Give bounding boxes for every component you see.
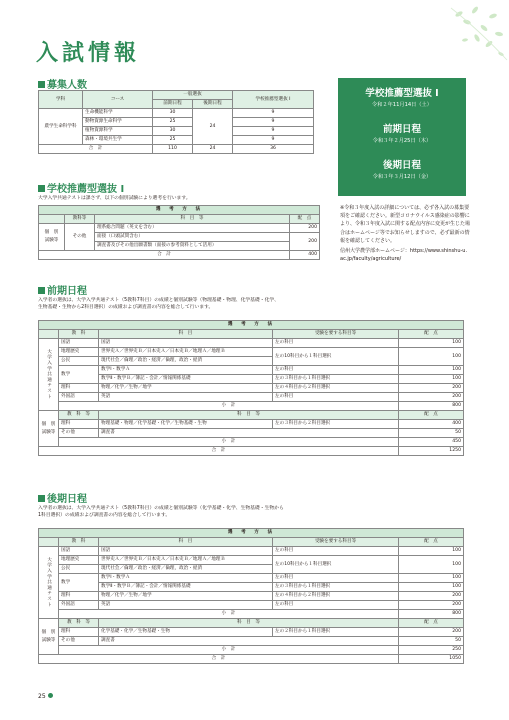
table-row: 数学Ⅱ・数学Ｂ／簿記・会計／情報関係基礎 左の３科目から１科目選択 100 <box>39 375 464 384</box>
square-bullet-icon <box>38 81 45 88</box>
table-row: 調査書及びその他出願書類（面接の参考資料として活用） <box>39 242 320 251</box>
table-subtotal-row: 小 計 800 <box>39 402 464 411</box>
table-row: 個 別 試験等 その他 理系総合問題（英文を含む） 200 <box>39 224 320 233</box>
table-row: 外国語 英語 左の科目 200 <box>39 601 464 610</box>
table-row: 数学 数学Ⅰ・数学Ａ 左の科目 100 <box>39 366 464 375</box>
schedule-box: 学校推薦型選抜 I 令和２年11月14日（土） 前期日程 令和３年２月25日（木） 後期日程 令和３年３月12日（金） <box>338 78 466 196</box>
table-row: 大学入学共通テスト 国語 国語 左の科目 100 <box>39 339 464 348</box>
school-heading: 学校推薦型選抜 I <box>38 180 124 195</box>
recruit-table: 学科 コース 一般選抜 学校推薦型選抜 I 前期日程 後期日程 農学生命科学科 生命機能科学 30 24 9 動物資源生命科学 25 9 植物資源科学 30 9 森林・環境共生学 25 9 合 計 110 24 36 <box>38 90 314 154</box>
table-row: 地理歴史 世界史Ａ／世界史Ｂ／日本史Ａ／日本史Ｂ／地理Ａ／地理Ｂ 左の10科目から１科目選択 100 <box>39 348 464 357</box>
table-row: 数学 数学Ⅰ・数学Ａ 左の科目 100 <box>39 574 464 583</box>
table-row: 理科 化学基礎・化学／生物基礎・生物 左の２科目から１科目選択 200 <box>39 628 464 637</box>
table-total-row: 合 計 400 <box>39 251 320 260</box>
early-table: 選 考 方 法 教 科 科 目 受験を要する科目等 配 点 大学入学共通テスト 国語 国語 左の科目 100 地理歴史 世界史Ａ／世界史Ｂ／日本史Ａ／日本史Ｂ／地理Ａ／地理Ｂ 左の10科目から１科目選択 100 公民 現代社会／倫理／政治・経済／倫理，政治・経済 数学 数学Ⅰ・数学Ａ 左の科目 100 数学Ⅱ・数学Ｂ／簿記・会計／情報関係基礎 左の３科目から１科目選択 100 理科 物理／化学／生物／地学 左の４科目から２科目選択 200 外国語 英語 左の科目 200 小 計 800 個 別 試験等 教 科 等 科 目 等 配 点 理科 物理基礎・物理／化学基礎・化学／生物基礎・生物 左の３科目から２科目選択 400 その他 調査書 50 小 計 450 合 計 1250 <box>38 320 464 456</box>
table-total-row: 合 計 1050 <box>39 655 464 664</box>
square-bullet-icon <box>38 287 45 294</box>
school-table: 選 考 方 法 教科等 科 目 等 配 点 個 別 試験等 その他 理系総合問題（英文を含む） 200 面接（口頭試問含む） 200 調査書及びその他出願書類（面接の参考資料として活用） 合 計 400 <box>38 205 320 260</box>
table-row: 理科 物理／化学／生物／地学 左の４科目から２科目選択 200 <box>39 592 464 601</box>
table-row: 公民 現代社会／倫理／政治・経済／倫理，政治・経済 <box>39 357 464 366</box>
table-row: 地理歴史 世界史Ａ／世界史Ｂ／日本史Ａ／日本史Ｂ／地理Ａ／地理Ｂ 左の10科目から１科目選択 100 <box>39 556 464 565</box>
table-row: 植物資源科学 30 9 <box>39 127 314 136</box>
square-bullet-icon <box>38 495 45 502</box>
leaf-decoration <box>389 0 509 80</box>
recruit-heading: 募集人数 <box>38 76 87 91</box>
table-row: 公民 現代社会／倫理／政治・経済／倫理，政治・経済 <box>39 565 464 574</box>
table-row: 森林・環境共生学 25 9 <box>39 136 314 145</box>
table-row: 外国語 英語 左の科目 200 <box>39 393 464 402</box>
side-note: ※令和３年度入試の詳細については、必ず各入試の募集要項をご確認ください。新型コロナウイルス感染症の影響により、令和３年度入試に関する配点内容に変更が生じた場合はホームページ等でお知らせしますので、必ず最新の情報を確認してください。 信州大学農学部ホームページ：https://www.shinshu-u.ac.jp/faculty/agriculture/ <box>340 205 471 263</box>
table-subtotal-row: 小 計 800 <box>39 610 464 619</box>
square-bullet-icon <box>38 185 45 192</box>
early-heading: 前期日程 <box>38 282 87 297</box>
table-row: 理科 物理基礎・物理／化学基礎・化学／生物基礎・生物 左の３科目から２科目選択 400 <box>39 420 464 429</box>
table-row: 数学Ⅱ・数学Ｂ／簿記・会計／情報関係基礎 左の３科目から１科目選択 100 <box>39 583 464 592</box>
table-total-row: 合 計 1250 <box>39 447 464 456</box>
table-row: 理科 物理／化学／生物／地学 左の４科目から２科目選択 200 <box>39 384 464 393</box>
school-description: 大学入学共通テストは課さず、以下の個別試験により選考を行います。 <box>38 196 191 201</box>
table-subtotal-row: 小 計 450 <box>39 438 464 447</box>
table-row: 動物資源生命科学 25 9 <box>39 118 314 127</box>
late-description: 入学者の選抜は、大学入学共通テスト（5教科7科目）の成績と個別試験等（化学基礎・化学、生物基礎・生物から 1科目選択）の成績および調査書の内容を総合して行います。 <box>38 506 284 518</box>
late-table: 選 考 方 法 教 科 科 目 受験を要する科目等 配 点 大学入学共通テスト 国語 国語 左の科目 100 地理歴史 世界史Ａ／世界史Ｂ／日本史Ａ／日本史Ｂ／地理Ａ／地理Ｂ 左の10科目から１科目選択 100 公民 現代社会／倫理／政治・経済／倫理，政治・経済 数学 数学Ⅰ・数学Ａ 左の科目 100 数学Ⅱ・数学Ｂ／簿記・会計／情報関係基礎 左の３科目から１科目選択 100 理科 物理／化学／生物／地学 左の４科目から２科目選択 200 外国語 英語 左の科目 200 小 計 800 個 別 試験等 教 科 等 科 目 等 配 点 理科 化学基礎・化学／生物基礎・生物 左の２科目から１科目選択 200 その他 調査書 50 小 計 250 合 計 1050 <box>38 528 464 664</box>
page-title: 入試情報 <box>36 41 141 66</box>
table-row: 面接（口頭試問含む） 200 <box>39 233 320 242</box>
table-row: その他 調査書 50 <box>39 429 464 438</box>
table-row: 大学入学共通テスト 国語 国語 左の科目 100 <box>39 547 464 556</box>
late-heading: 後期日程 <box>38 490 87 505</box>
table-row: その他 調査書 50 <box>39 637 464 646</box>
homepage-link[interactable]: 信州大学農学部ホームページ：https://www.shinshu-u.ac.jp/faculty/agriculture/ <box>340 248 468 263</box>
page-number: 25 <box>38 693 53 700</box>
table-row: 農学生命科学科 生命機能科学 30 24 9 <box>39 109 314 118</box>
table-total-row: 合 計 110 24 36 <box>39 145 314 154</box>
table-subtotal-row: 小 計 250 <box>39 646 464 655</box>
early-description: 入学者の選抜は、大学入学共通テスト（5教科7科目）の成績と個別試験等（物理基礎・物理、化学基礎・化学、 生物基礎・生物から2科目選択）の成績および調査書の内容を総合して行います。 <box>38 298 279 310</box>
dot-icon <box>48 693 53 698</box>
